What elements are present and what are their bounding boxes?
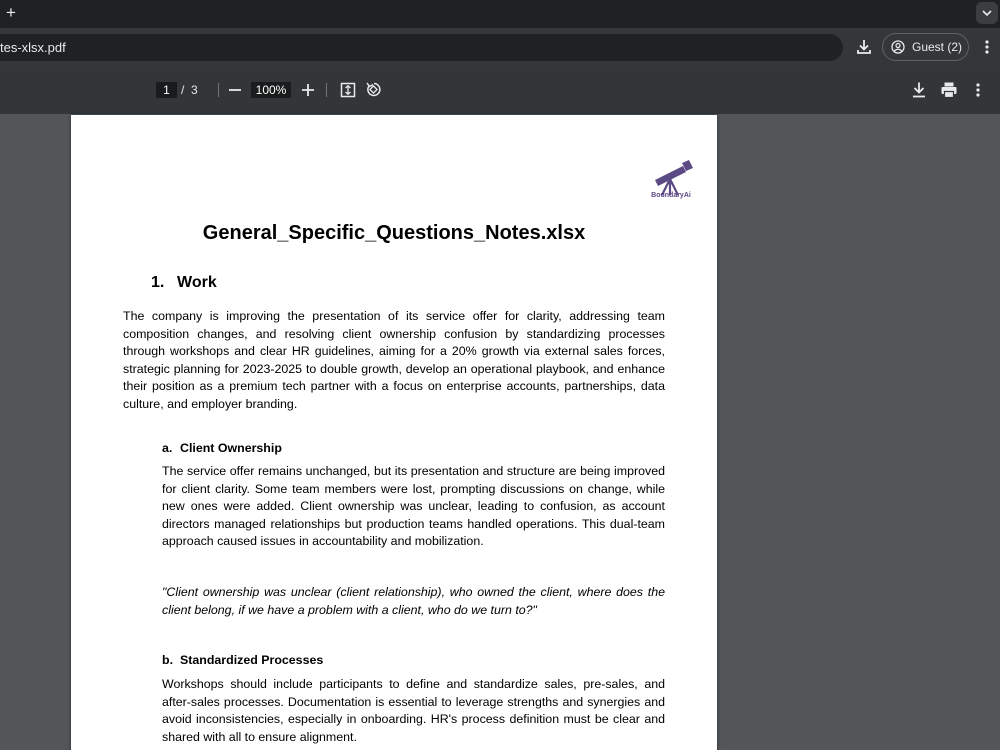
download-icon[interactable] — [911, 81, 927, 99]
kebab-menu-icon[interactable] — [972, 81, 984, 99]
url-text[interactable]: tes-xlsx.pdf — [0, 40, 66, 55]
section-heading — [151, 273, 217, 293]
subsection-heading-b — [162, 652, 323, 668]
print-icon[interactable] — [940, 81, 958, 99]
address-bar[interactable] — [0, 34, 843, 61]
logo-text: BoundaryAi — [651, 192, 691, 199]
subsection-heading-a — [162, 440, 282, 456]
subsection-title: Client Ownership — [180, 441, 282, 455]
page-total: 3 — [191, 83, 198, 97]
zoom-input[interactable]: 100% — [251, 82, 291, 98]
tab-strip — [0, 0, 1000, 28]
subsection-number: b. — [162, 653, 174, 667]
page-number-input[interactable]: 1 — [156, 82, 177, 98]
subsection-title: Standardized Processes — [180, 653, 324, 667]
fit-to-page-icon[interactable] — [340, 82, 356, 98]
section-title: Work — [177, 274, 217, 291]
toolbar-divider — [326, 83, 327, 97]
plus-icon[interactable] — [300, 80, 316, 100]
intro-paragraph: The company is improving the presentation of its service offer for clarity, addressing team composition changes, and resolving client ownership confusion by standardizing processes through workshops and clear HR guidelines, aiming for a 20% growth via external sales forces, strategic planning for 2023-2025 to double growth, develop an operational playbook, and enhance their position as a premium tech partner with a focus on enterprise accounts, partnerships, data culture, and employer branding. — [123, 309, 665, 411]
document-title: General_Specific_Questions_Notes.xlsx — [202, 222, 586, 244]
client-ownership-paragraph: The service offer remains unchanged, but its presentation and structure are being improved for client clarity. Some team members were lost, prompting discussions on change, while new ones were added. Client ownership was unclear, leading to confusion, as account directors managed relationships but production teams handled operations. This dual-team approach caused issues in accountability and mobilization. — [162, 464, 665, 549]
standardized-processes-paragraph: Workshops should include participants to define and standardize sales, pre-sales, and after-sales processes. Documentation is essential to leverage strengths and synergies and avoid inconsistencies, especially in onboarding. HR's process definition must be clear and shared with all to ensure alignment. — [162, 677, 665, 744]
new-tab-button[interactable]: + — [6, 3, 16, 22]
profile-label: Guest (2) — [912, 40, 963, 54]
page-separator: / — [181, 83, 185, 97]
kebab-menu-icon[interactable] — [980, 38, 994, 56]
client-ownership-quote: "Client ownership was unclear (client relationship), who owned the client, where does the client belong, if we have a problem with a client, who do we turn to?" — [162, 585, 665, 617]
account-circle-icon — [891, 40, 905, 54]
subsection-number: a. — [162, 441, 173, 455]
tab-search-button[interactable] — [976, 2, 998, 24]
pdf-page — [71, 115, 717, 750]
profile-button[interactable] — [882, 33, 969, 61]
toolbar-divider — [218, 83, 219, 97]
rotate-icon[interactable] — [365, 81, 382, 98]
minus-icon[interactable] — [228, 80, 242, 100]
chevron-down-icon — [982, 8, 992, 18]
browser-toolbar — [0, 28, 1000, 66]
pdf-toolbar — [0, 66, 1000, 114]
section-number: 1. — [151, 274, 165, 291]
download-icon[interactable] — [855, 38, 873, 56]
